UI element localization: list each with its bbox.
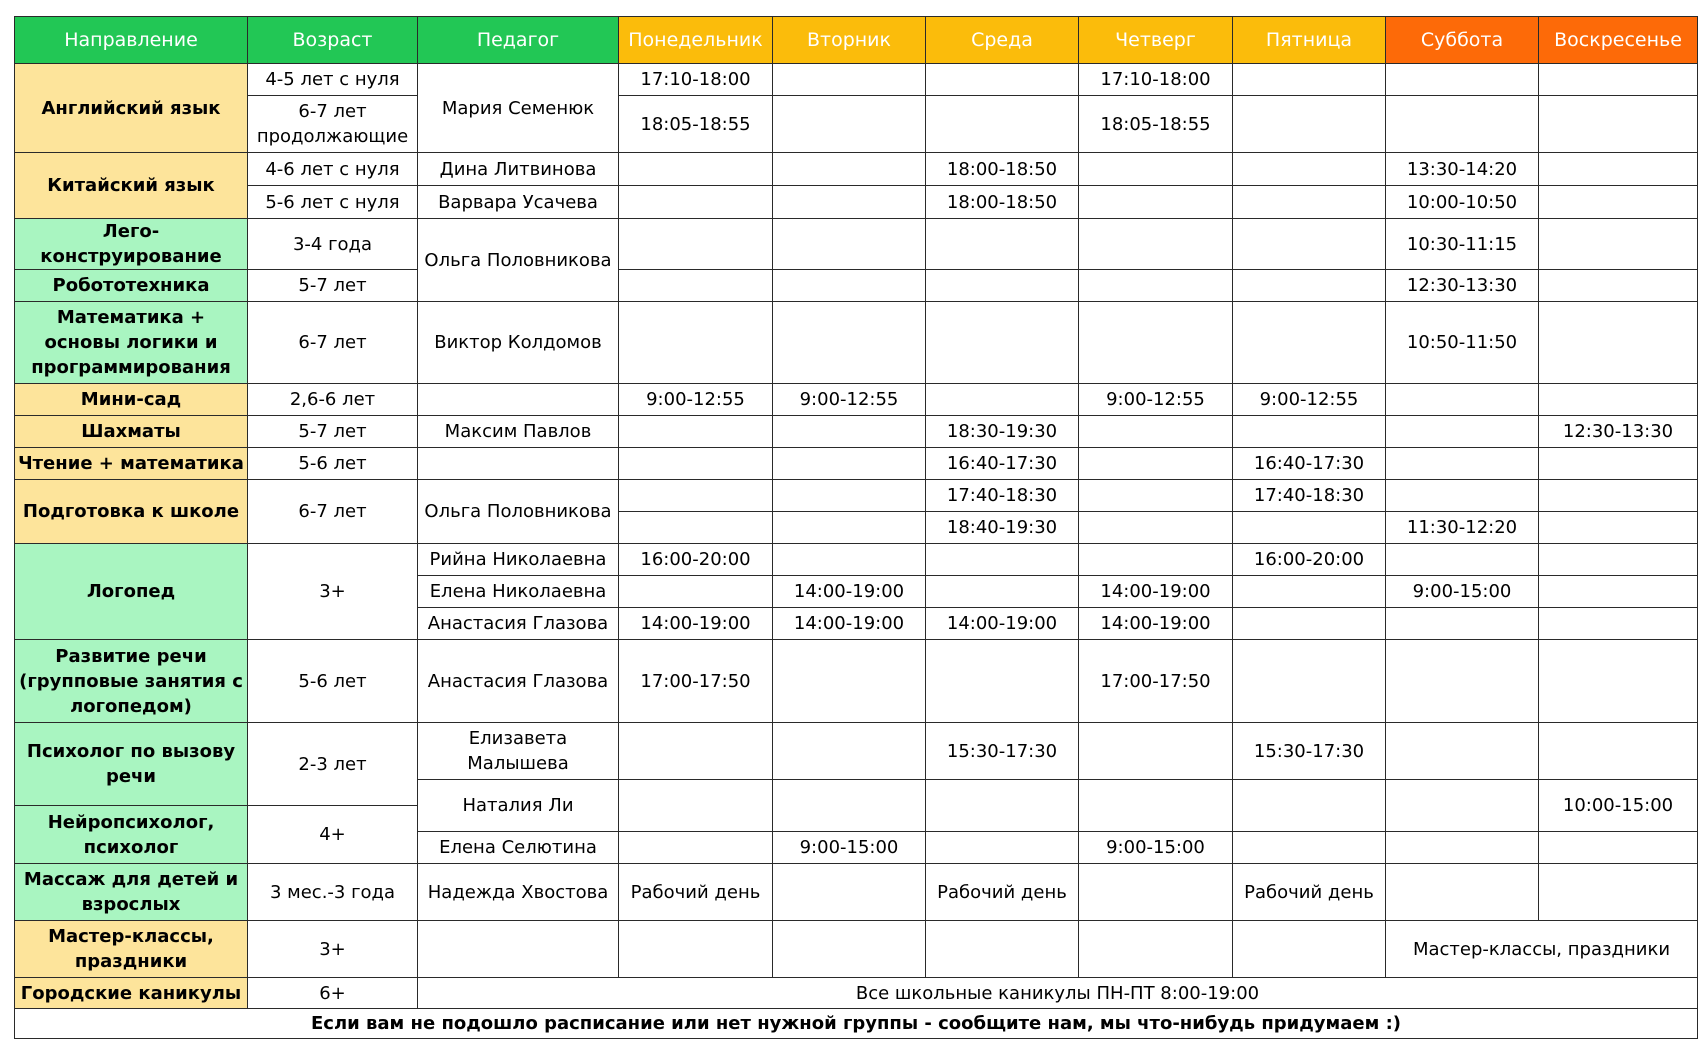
header-direction: Направление (15, 17, 248, 64)
age-cell: 6-7 лет продолжающие (248, 96, 418, 153)
time-cell: 10:50-11:50 (1386, 302, 1539, 384)
table-row (15, 384, 1698, 416)
time-cell (773, 723, 926, 780)
time-cell: 13:30-14:20 (1386, 153, 1539, 186)
time-cell (619, 448, 773, 480)
time-cell (1539, 723, 1698, 780)
time-cell (773, 270, 926, 302)
time-cell: 9:00-12:55 (773, 384, 926, 416)
time-cell (1539, 219, 1698, 270)
time-cell (1539, 384, 1698, 416)
time-cell (619, 832, 773, 864)
time-cell: 18:05-18:55 (1079, 96, 1233, 153)
time-cell (773, 96, 926, 153)
time-cell (1079, 864, 1233, 921)
teacher-cell: Елизавета Малышева (418, 723, 619, 780)
teacher-cell: Надежда Хвостова (418, 864, 619, 921)
time-cell (1079, 186, 1233, 219)
time-cell (1079, 512, 1233, 544)
time-cell (1539, 640, 1698, 723)
time-cell (1386, 723, 1539, 780)
time-cell: 12:30-13:30 (1386, 270, 1539, 302)
time-cell: 18:05-18:55 (619, 96, 773, 153)
time-cell (1233, 186, 1386, 219)
time-cell: 16:40-17:30 (926, 448, 1079, 480)
time-cell (1386, 780, 1539, 832)
teacher-cell: Варвара Усачева (418, 186, 619, 219)
time-cell (1233, 153, 1386, 186)
time-cell: 9:00-12:55 (1233, 384, 1386, 416)
age-cell: 5-7 лет (248, 270, 418, 302)
table-row (15, 978, 1698, 1009)
time-cell: 14:00-19:00 (773, 608, 926, 640)
time-cell (1539, 64, 1698, 96)
time-cell (773, 219, 926, 270)
direction-city-holidays: Городские каникулы (15, 978, 248, 1009)
time-cell: Рабочий день (1233, 864, 1386, 921)
time-cell: 17:10-18:00 (1079, 64, 1233, 96)
time-cell (926, 832, 1079, 864)
time-cell: 17:40-18:30 (926, 480, 1079, 512)
time-cell (1539, 480, 1698, 512)
time-cell (926, 384, 1079, 416)
time-cell (1386, 64, 1539, 96)
time-cell (926, 780, 1079, 832)
teacher-cell: Анастасия Глазова (418, 640, 619, 723)
direction-chess: Шахматы (15, 416, 248, 448)
time-cell (1386, 640, 1539, 723)
teacher-cell: Дина Литвинова (418, 153, 619, 186)
direction-reading: Чтение + математика (15, 448, 248, 480)
time-cell (1079, 723, 1233, 780)
time-cell: 9:00-15:00 (773, 832, 926, 864)
time-cell (1539, 576, 1698, 608)
time-cell: 9:00-12:55 (1079, 384, 1233, 416)
time-cell (773, 921, 926, 978)
teacher-cell (418, 921, 619, 978)
table-row (15, 186, 1698, 219)
time-cell (773, 864, 926, 921)
time-cell (619, 186, 773, 219)
time-cell (1233, 219, 1386, 270)
direction-speech-development: Развитие речи (групповые занятия с логопедом) (15, 640, 248, 723)
time-cell (1539, 544, 1698, 576)
direction-masterclasses: Мастер-классы, праздники (15, 921, 248, 978)
time-cell: 14:00-19:00 (773, 576, 926, 608)
time-cell (619, 219, 773, 270)
time-cell (1539, 270, 1698, 302)
time-cell (619, 512, 773, 544)
teacher-cell: Наталия Ли (418, 780, 619, 832)
table-row (15, 448, 1698, 480)
time-cell (619, 416, 773, 448)
age-cell: 4-6 лет с нуля (248, 153, 418, 186)
time-cell (1386, 96, 1539, 153)
time-cell (1233, 96, 1386, 153)
age-cell: 4+ (248, 806, 418, 864)
time-cell: 17:00-17:50 (1079, 640, 1233, 723)
table-row (15, 723, 1698, 780)
table-row (15, 864, 1698, 921)
time-cell (773, 780, 926, 832)
time-cell (1233, 302, 1386, 384)
time-cell (1233, 832, 1386, 864)
teacher-cell (418, 384, 619, 416)
time-cell (1386, 832, 1539, 864)
table-row (15, 640, 1698, 723)
time-cell (1079, 480, 1233, 512)
time-cell (1539, 96, 1698, 153)
time-cell (926, 96, 1079, 153)
time-cell (1539, 864, 1698, 921)
table-row (15, 416, 1698, 448)
teacher-cell: Максим Павлов (418, 416, 619, 448)
time-cell (926, 64, 1079, 96)
age-cell: 6-7 лет (248, 480, 418, 544)
time-cell (773, 64, 926, 96)
time-cell: 17:40-18:30 (1233, 480, 1386, 512)
time-cell (619, 921, 773, 978)
time-cell (1079, 780, 1233, 832)
header-teacher: Педагог (418, 17, 619, 64)
direction-minigarden: Мини-сад (15, 384, 248, 416)
direction-robotics: Робототехника (15, 270, 248, 302)
time-cell: 10:30-11:15 (1386, 219, 1539, 270)
table-row (15, 64, 1698, 96)
age-cell: 6-7 лет (248, 302, 418, 384)
time-cell: Рабочий день (619, 864, 773, 921)
teacher-cell: Мария Семенюк (418, 64, 619, 153)
direction-neuropsychologist: Нейропсихолог, психолог (15, 806, 248, 864)
time-cell: Рабочий день (926, 864, 1079, 921)
header-wednesday: Среда (926, 17, 1079, 64)
time-cell: 14:00-19:00 (1079, 576, 1233, 608)
time-cell (773, 302, 926, 384)
age-cell: 2-3 лет (248, 723, 418, 806)
time-cell (1079, 448, 1233, 480)
direction-english: Английский язык (15, 64, 248, 153)
age-cell: 5-7 лет (248, 416, 418, 448)
time-cell (1079, 302, 1233, 384)
time-cell (773, 480, 926, 512)
time-cell (1079, 921, 1233, 978)
time-cell: 15:30-17:30 (926, 723, 1079, 780)
time-cell: 9:00-15:00 (1386, 576, 1539, 608)
age-cell: 3-4 года (248, 219, 418, 270)
time-cell (1539, 832, 1698, 864)
time-cell (1539, 448, 1698, 480)
table-row (15, 96, 1698, 153)
time-cell (1386, 384, 1539, 416)
holiday-schedule-cell: Все школьные каникулы ПН-ПТ 8:00-19:00 (418, 978, 1698, 1009)
time-cell: 17:00-17:50 (619, 640, 773, 723)
time-cell (1233, 270, 1386, 302)
time-cell (1079, 416, 1233, 448)
teacher-cell: Елена Селютина (418, 832, 619, 864)
header-friday: Пятница (1233, 17, 1386, 64)
time-cell (773, 512, 926, 544)
teacher-cell (418, 448, 619, 480)
age-cell: 6+ (248, 978, 418, 1009)
age-cell: 5-6 лет с нуля (248, 186, 418, 219)
time-cell (926, 640, 1079, 723)
teacher-cell: Ольга Половникова (418, 219, 619, 302)
time-cell: 10:00-15:00 (1539, 780, 1698, 832)
time-cell: 17:10-18:00 (619, 64, 773, 96)
time-cell (1233, 512, 1386, 544)
schedule-container (14, 16, 1698, 1039)
age-cell: 4-5 лет с нуля (248, 64, 418, 96)
time-cell (1386, 544, 1539, 576)
time-cell: 14:00-19:00 (619, 608, 773, 640)
time-cell (619, 576, 773, 608)
time-cell: 18:00-18:50 (926, 186, 1079, 219)
time-cell (1233, 780, 1386, 832)
time-cell (619, 302, 773, 384)
time-cell (1079, 219, 1233, 270)
time-cell (1079, 270, 1233, 302)
time-cell: 10:00-10:50 (1386, 186, 1539, 219)
age-cell: 5-6 лет (248, 448, 418, 480)
time-cell (926, 302, 1079, 384)
time-cell (619, 780, 773, 832)
header-saturday: Суббота (1386, 17, 1539, 64)
direction-speech-therapist: Логопед (15, 544, 248, 640)
time-cell (1233, 416, 1386, 448)
time-cell (926, 270, 1079, 302)
teacher-cell: Виктор Колдомов (418, 302, 619, 384)
time-cell (1233, 608, 1386, 640)
header-sunday: Воскресенье (1539, 17, 1698, 64)
time-cell (773, 416, 926, 448)
time-cell (1386, 608, 1539, 640)
direction-psychologist-speech: Психолог по вызову речи (15, 723, 248, 806)
time-cell (773, 153, 926, 186)
direction-lego: Лего-конструирование (15, 219, 248, 270)
time-cell (926, 576, 1079, 608)
time-cell: 11:30-12:20 (1386, 512, 1539, 544)
teacher-cell: Рийна Николаевна (418, 544, 619, 576)
time-cell (773, 544, 926, 576)
time-cell (773, 186, 926, 219)
time-cell (1386, 864, 1539, 921)
header-thursday: Четверг (1079, 17, 1233, 64)
time-cell (1233, 64, 1386, 96)
time-cell (1386, 416, 1539, 448)
time-cell (1386, 480, 1539, 512)
time-cell: 16:00-20:00 (1233, 544, 1386, 576)
time-cell (1539, 608, 1698, 640)
age-cell: 3+ (248, 921, 418, 978)
table-row (15, 153, 1698, 186)
table-row (15, 219, 1698, 270)
age-cell: 3 мес.-3 года (248, 864, 418, 921)
time-cell (1233, 640, 1386, 723)
time-cell (1539, 186, 1698, 219)
time-cell (1079, 544, 1233, 576)
time-cell: 9:00-12:55 (619, 384, 773, 416)
time-cell (1539, 512, 1698, 544)
time-cell (619, 270, 773, 302)
time-cell (1539, 302, 1698, 384)
time-cell: 14:00-19:00 (1079, 608, 1233, 640)
time-cell: 14:00-19:00 (926, 608, 1079, 640)
time-cell: 9:00-15:00 (1079, 832, 1233, 864)
time-cell: 18:30-19:30 (926, 416, 1079, 448)
time-cell (619, 153, 773, 186)
table-row (15, 544, 1698, 576)
time-cell (1233, 576, 1386, 608)
direction-math: Математика + основы логики и программирования (15, 302, 248, 384)
age-cell: 5-6 лет (248, 640, 418, 723)
time-cell (619, 480, 773, 512)
schedule-table (14, 16, 1698, 1039)
time-cell (1233, 921, 1386, 978)
time-cell: 15:30-17:30 (1233, 723, 1386, 780)
time-cell (773, 640, 926, 723)
age-cell: 3+ (248, 544, 418, 640)
header-row (15, 17, 1698, 64)
time-cell: 18:00-18:50 (926, 153, 1079, 186)
age-cell: 2,6-6 лет (248, 384, 418, 416)
time-cell (926, 219, 1079, 270)
time-cell (1539, 153, 1698, 186)
table-row (15, 302, 1698, 384)
header-tuesday: Вторник (773, 17, 926, 64)
header-monday: Понедельник (619, 17, 773, 64)
teacher-cell: Ольга Половникова (418, 480, 619, 544)
time-cell (1386, 448, 1539, 480)
time-cell: 16:40-17:30 (1233, 448, 1386, 480)
time-cell (926, 544, 1079, 576)
table-row (15, 480, 1698, 512)
header-age: Возраст (248, 17, 418, 64)
time-cell (1079, 153, 1233, 186)
time-cell: 12:30-13:30 (1539, 416, 1698, 448)
table-row (15, 270, 1698, 302)
time-cell (773, 448, 926, 480)
direction-school-prep: Подготовка к школе (15, 480, 248, 544)
footer-note: Если вам не подошло расписание или нет нужной группы - сообщите нам, мы что-нибудь придумаем :) (15, 1009, 1698, 1039)
teacher-cell: Анастасия Глазова (418, 608, 619, 640)
direction-massage: Массаж для детей и взрослых (15, 864, 248, 921)
teacher-cell: Елена Николаевна (418, 576, 619, 608)
time-cell (619, 723, 773, 780)
footer-row (15, 1009, 1698, 1039)
direction-chinese: Китайский язык (15, 153, 248, 219)
table-row (15, 921, 1698, 978)
time-cell: 16:00-20:00 (619, 544, 773, 576)
time-cell: 18:40-19:30 (926, 512, 1079, 544)
weekend-cell: Мастер-классы, праздники (1386, 921, 1698, 978)
time-cell (926, 921, 1079, 978)
